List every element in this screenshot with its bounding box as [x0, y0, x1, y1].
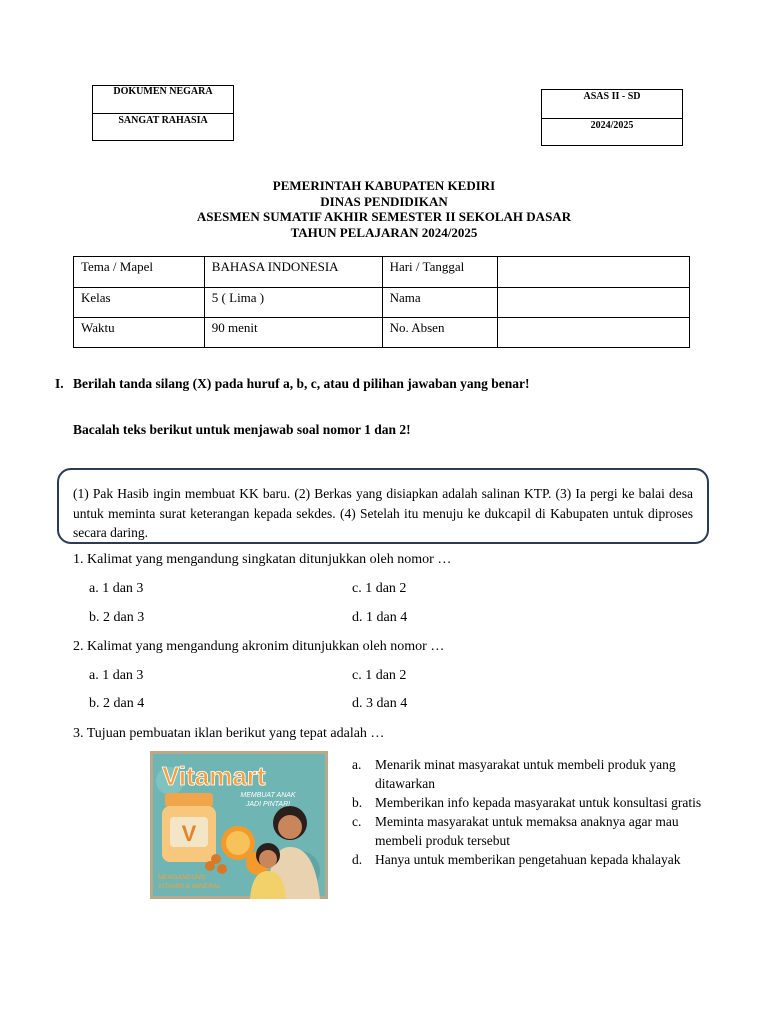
doc-label-box [92, 85, 234, 141]
table-cell: 90 menit [204, 318, 382, 348]
option-text: Menarik minat masyarakat untuk membeli produk yang ditawarkan [375, 757, 676, 791]
table-cell: No. Absen [382, 318, 498, 348]
ad-brand: Vitamart [162, 761, 266, 791]
q2-option-c[interactable]: c. 1 dan 2 [352, 668, 407, 683]
ad-slogan-line2: JADI PINTAR! [245, 801, 291, 808]
option-letter: d. [352, 852, 363, 867]
option-text: Hanya untuk memberikan pengetahuan kepada khalayak [375, 852, 681, 867]
table-row [74, 288, 690, 318]
doc-label-line2: SANGAT RAHASIA [93, 113, 233, 141]
option-letter: a. [352, 757, 362, 772]
option-text: Memberikan info kepada masyarakat untuk konsultasi gratis [375, 795, 702, 810]
option-letter: c. [352, 814, 362, 829]
table-cell: Tema / Mapel [74, 257, 205, 288]
q3-option-d[interactable] [352, 850, 702, 869]
table-cell: Hari / Tanggal [382, 257, 498, 288]
q2-option-d[interactable]: d. 3 dan 4 [352, 696, 408, 711]
info-table [73, 256, 690, 348]
question-3: 3. Tujuan pembuatan iklan berikut yang tepat adalah … [73, 726, 385, 741]
doc-label-line1: DOKUMEN NEGARA [113, 86, 213, 97]
header-line1: PEMERINTAH KABUPATEN KEDIRI [272, 178, 496, 193]
reading-instruction: Bacalah teks berikut untuk menjawab soal nomor 1 dan 2! [73, 422, 411, 437]
q1-option-d[interactable]: d. 1 dan 4 [352, 610, 408, 625]
name-field[interactable] [498, 288, 690, 318]
code-box [541, 89, 683, 146]
table-row [74, 318, 690, 348]
ad-jar-letter: V [181, 821, 197, 846]
q3-option-a[interactable] [352, 755, 702, 793]
q2-option-b[interactable]: b. 2 dan 4 [89, 696, 145, 711]
date-field[interactable] [498, 257, 690, 288]
section-number: I. [55, 376, 64, 391]
question-1: 1. Kalimat yang mengandung singkatan ditunjukkan oleh nomor … [73, 552, 452, 567]
option-letter: b. [352, 795, 363, 810]
table-cell: 5 ( Lima ) [204, 288, 382, 318]
table-row [74, 257, 690, 288]
q1-option-b[interactable]: b. 2 dan 3 [89, 610, 145, 625]
header [0, 178, 768, 240]
option-text: Meminta masyarakat untuk memaksa anaknya agar mau membeli produk tersebut [375, 814, 679, 848]
code-box-line2: 2024/2025 [542, 118, 682, 145]
absen-field[interactable] [498, 318, 690, 348]
header-line2: DINAS PENDIDIKAN [320, 193, 448, 209]
code-box-line1: ASAS II - SD [583, 91, 641, 102]
header-line3: ASESMEN SUMATIF AKHIR SEMESTER II SEKOLAH DASAR [196, 209, 572, 224]
q3-option-c[interactable] [352, 812, 702, 850]
q2-option-a[interactable]: a. 1 dan 3 [89, 668, 144, 683]
ad-bottom-line2: VITAMIN & MINERAL [158, 883, 221, 890]
section-instruction: Berilah tanda silang (X) pada huruf a, b, c, atau d pilihan jawaban yang benar! [73, 376, 530, 391]
header-line4: TAHUN PELAJARAN 2024/2025 [290, 224, 478, 240]
vitamart-ad-image [150, 751, 328, 899]
ad-slogan-line1: MEMBUAT ANAK [240, 792, 296, 799]
ad-bottom-line1: MENGANDUNG [158, 874, 206, 881]
q1-option-a[interactable]: a. 1 dan 3 [89, 581, 144, 596]
table-cell: Waktu [74, 318, 205, 348]
passage-box: (1) Pak Hasib ingin membuat KK baru. (2) Berkas yang disiapkan adalah salinan KTP. (3) Ia pergi ke balai desa untuk meminta surat keterangan kepada sekdes. (4) Setelah itu menuju ke dukcapil di Kabupaten untuk diproses secara daring. [57, 468, 709, 544]
q1-option-c[interactable]: c. 1 dan 2 [352, 581, 407, 596]
table-cell: BAHASA INDONESIA [204, 257, 382, 288]
q3-options [352, 755, 702, 869]
table-cell: Kelas [74, 288, 205, 318]
question-2: 2. Kalimat yang mengandung akronim ditunjukkan oleh nomor … [73, 639, 445, 654]
table-cell: Nama [382, 288, 498, 318]
q3-option-b[interactable] [352, 793, 702, 812]
